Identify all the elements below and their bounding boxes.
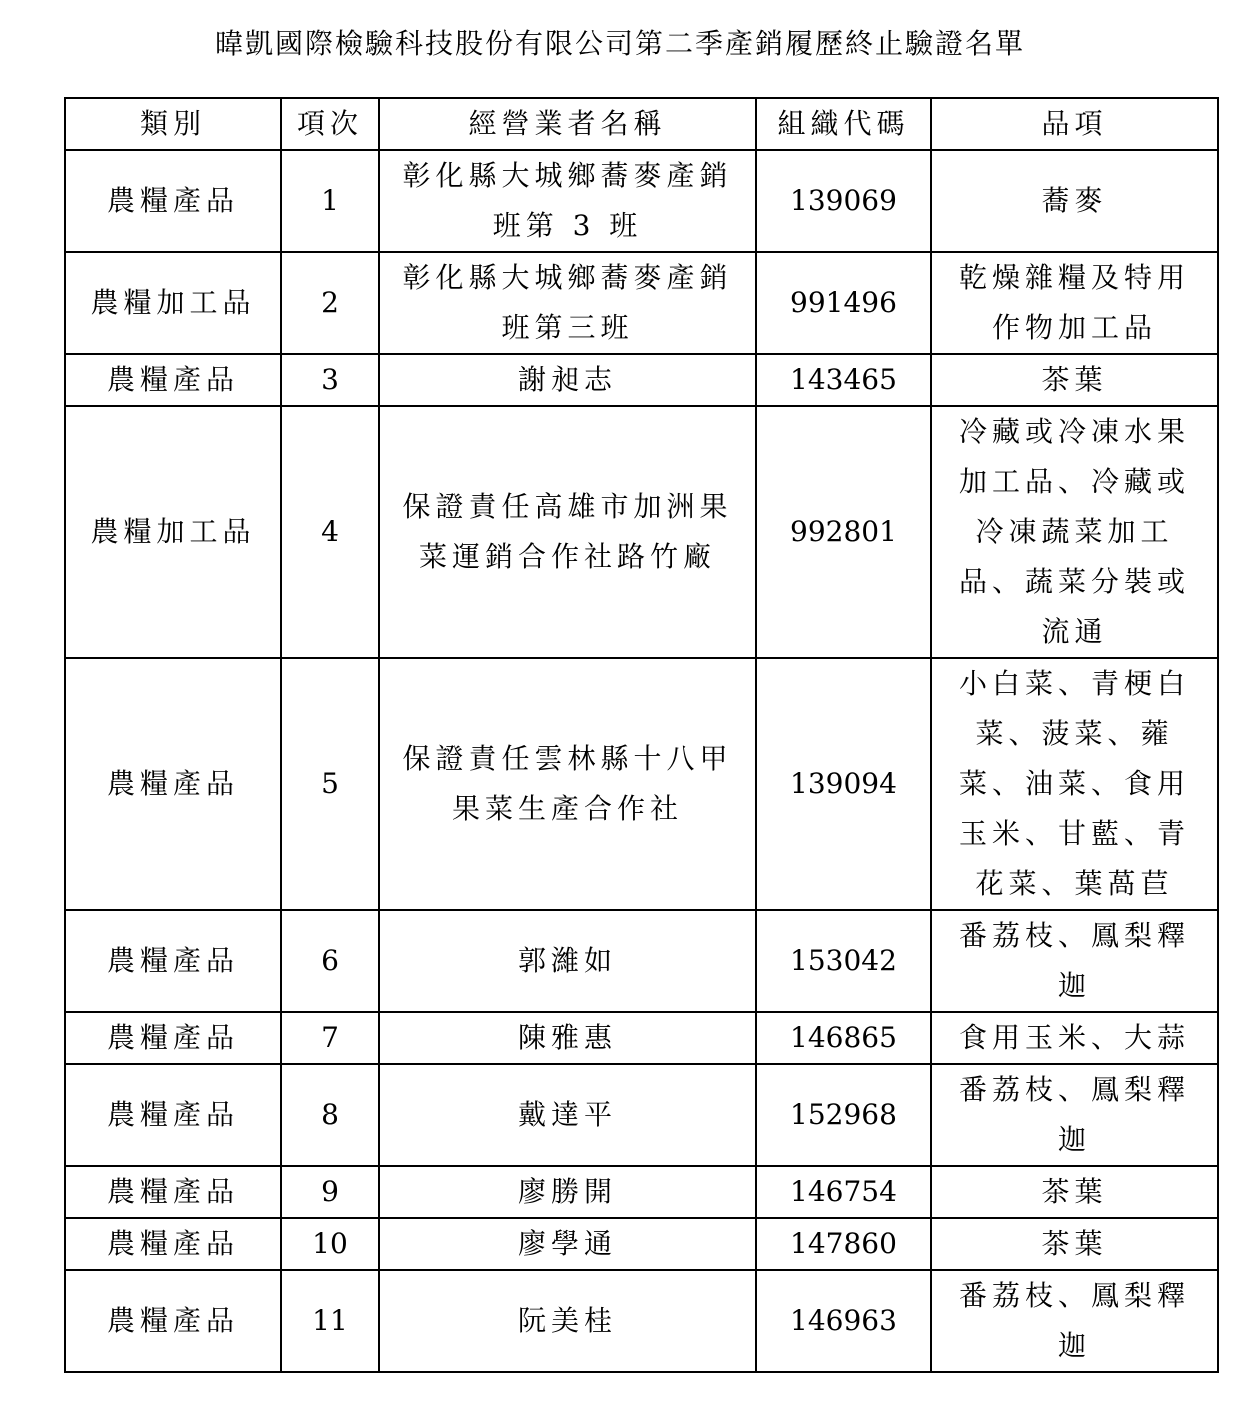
product-item-cell: 茶葉 <box>931 354 1218 406</box>
operator-name-cell: 廖勝開 <box>379 1166 756 1218</box>
operator-name-cell: 彰化縣大城鄉蕎麥產銷 班第 3 班 <box>379 150 756 252</box>
category-cell: 農糧加工品 <box>65 406 281 658</box>
number-cell: 5 <box>281 658 379 910</box>
organization-code-cell: 146754 <box>756 1166 931 1218</box>
operator-name-cell: 謝昶志 <box>379 354 756 406</box>
table-row <box>65 150 1218 252</box>
category-cell: 農糧產品 <box>65 1166 281 1218</box>
organization-code-cell: 153042 <box>756 910 931 1012</box>
category-cell: 農糧產品 <box>65 910 281 1012</box>
operator-name-cell: 阮美桂 <box>379 1270 756 1372</box>
table-row <box>65 910 1218 1012</box>
organization-code-cell: 139069 <box>756 150 931 252</box>
table-row <box>65 1064 1218 1166</box>
document-title: 暐凱國際檢驗科技股份有限公司第二季產銷履歷終止驗證名單 <box>214 27 1025 60</box>
table-row <box>65 658 1218 910</box>
operator-name-cell: 戴達平 <box>379 1064 756 1166</box>
category-cell: 農糧產品 <box>65 1064 281 1166</box>
organization-code-cell: 991496 <box>756 252 931 354</box>
header-category: 類別 <box>65 98 281 150</box>
organization-code-cell: 152968 <box>756 1064 931 1166</box>
category-cell: 農糧產品 <box>65 1270 281 1372</box>
product-item-cell: 茶葉 <box>931 1218 1218 1270</box>
operator-name-cell: 保證責任雲林縣十八甲 果菜生產合作社 <box>379 658 756 910</box>
operator-name-cell: 陳雅惠 <box>379 1012 756 1064</box>
product-item-cell: 冷藏或冷凍水果 加工品、冷藏或 冷凍蔬菜加工 品、蔬菜分裝或 流通 <box>931 406 1218 658</box>
category-cell: 農糧產品 <box>65 354 281 406</box>
table-row <box>65 1166 1218 1218</box>
table-row <box>65 354 1218 406</box>
organization-code-cell: 992801 <box>756 406 931 658</box>
organization-code-cell: 146963 <box>756 1270 931 1372</box>
operator-name-cell: 郭濰如 <box>379 910 756 1012</box>
table-row <box>65 1270 1218 1372</box>
number-cell: 4 <box>281 406 379 658</box>
number-cell: 9 <box>281 1166 379 1218</box>
organization-code-cell: 143465 <box>756 354 931 406</box>
header-product-item: 品項 <box>931 98 1218 150</box>
termination-list-table <box>64 97 1219 1373</box>
category-cell: 農糧加工品 <box>65 252 281 354</box>
number-cell: 2 <box>281 252 379 354</box>
category-cell: 農糧產品 <box>65 1012 281 1064</box>
number-cell: 3 <box>281 354 379 406</box>
table-row <box>65 406 1218 658</box>
operator-name-cell: 保證責任高雄市加洲果 菜運銷合作社路竹廠 <box>379 406 756 658</box>
product-item-cell: 番荔枝、鳳梨釋 迦 <box>931 1064 1218 1166</box>
product-item-cell: 番荔枝、鳳梨釋 迦 <box>931 1270 1218 1372</box>
organization-code-cell: 146865 <box>756 1012 931 1064</box>
product-item-cell: 蕎麥 <box>931 150 1218 252</box>
product-item-cell: 茶葉 <box>931 1166 1218 1218</box>
header-number: 項次 <box>281 98 379 150</box>
category-cell: 農糧產品 <box>65 150 281 252</box>
operator-name-cell: 彰化縣大城鄉蕎麥產銷 班第三班 <box>379 252 756 354</box>
category-cell: 農糧產品 <box>65 658 281 910</box>
header-operator-name: 經營業者名稱 <box>379 98 756 150</box>
header-organization-code: 組織代碼 <box>756 98 931 150</box>
number-cell: 6 <box>281 910 379 1012</box>
category-cell: 農糧產品 <box>65 1218 281 1270</box>
operator-name-cell: 廖學通 <box>379 1218 756 1270</box>
number-cell: 11 <box>281 1270 379 1372</box>
product-item-cell: 番荔枝、鳳梨釋 迦 <box>931 910 1218 1012</box>
header-row <box>65 98 1218 150</box>
number-cell: 1 <box>281 150 379 252</box>
organization-code-cell: 147860 <box>756 1218 931 1270</box>
product-item-cell: 乾燥雜糧及特用 作物加工品 <box>931 252 1218 354</box>
number-cell: 10 <box>281 1218 379 1270</box>
product-item-cell: 食用玉米、大蒜 <box>931 1012 1218 1064</box>
table-row <box>65 1012 1218 1064</box>
number-cell: 7 <box>281 1012 379 1064</box>
number-cell: 8 <box>281 1064 379 1166</box>
table-row <box>65 252 1218 354</box>
table-row <box>65 1218 1218 1270</box>
product-item-cell: 小白菜、青梗白 菜、菠菜、蕹 菜、油菜、食用 玉米、甘藍、青 花菜、葉萵苣 <box>931 658 1218 910</box>
organization-code-cell: 139094 <box>756 658 931 910</box>
